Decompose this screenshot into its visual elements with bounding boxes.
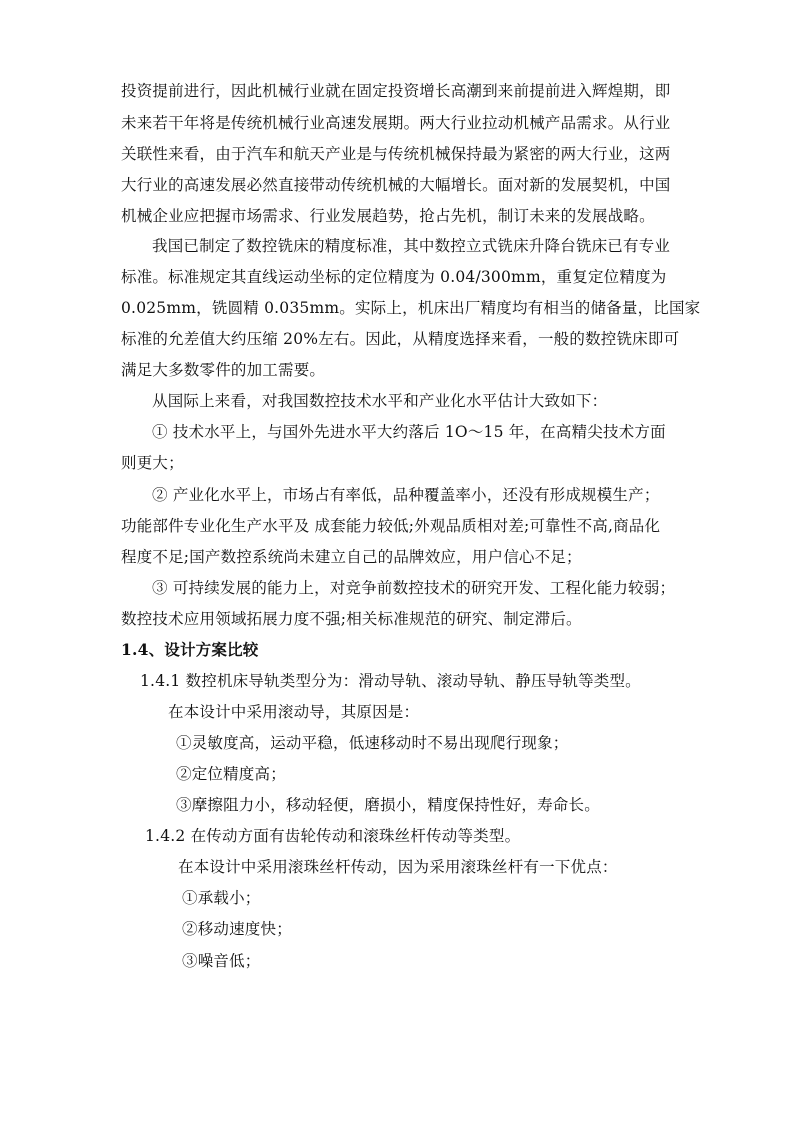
body-text-line: 标准的允差值大约压缩 20%左右。因此，从精度选择来看，一般的数控铣床即可 [121, 330, 680, 348]
body-text-line: 在本设计中采用滚动导，其原因是： [168, 703, 420, 721]
body-text-line: 功能部件专业化生产水平及 成套能力较低;外观品质相对差;可靠性不高,商品化 [121, 517, 661, 535]
body-text-line: 投资提前进行，因此机械行业就在固定投资增长高潮到来前提前进入辉煌期，即 [121, 82, 671, 100]
body-text-line: 大行业的高速发展必然直接带动传统机械的大幅增长。面对新的发展契机，中国 [121, 176, 671, 194]
body-text-line: 数控技术应用领域拓展力度不强;相关标准规范的研究、制定滞后。 [121, 610, 582, 628]
list-item: ②定位精度高； [176, 765, 286, 783]
list-item: ②移动速度快； [182, 920, 292, 938]
list-item: ①承载小； [182, 889, 261, 907]
list-item: ③摩擦阻力小，移动轻便，磨损小，精度保持性好，寿命长。 [176, 796, 600, 814]
list-item: ② 产业化水平上，市场占有率低，品种覆盖率小，还没有形成规模生产； [152, 486, 660, 504]
list-item: ③ 可持续发展的能力上，对竞争前数控技术的研究开发、工程化能力较弱； [152, 579, 676, 597]
body-text-line: 从国际上来看，对我国数控技术水平和产业化水平估计大致如下： [152, 392, 608, 410]
body-text-line: 程度不足;国产数控系统尚未建立自己的品牌效应，用户信心不足； [121, 548, 582, 566]
body-text-line: 机械企业应把握市场需求、行业发展趋势，抢占先机，制订未来的发展战略。 [121, 207, 655, 225]
body-text-line: 未来若干年将是传统机械行业高速发展期。两大行业拉动机械产品需求。从行业 [121, 114, 671, 132]
list-item: ①灵敏度高，运动平稳，低速移动时不易出现爬行现象； [176, 734, 569, 752]
body-text-line: 则更大； [121, 454, 184, 472]
section-heading: 1.4、设计方案比较 [121, 640, 259, 659]
body-text-line: 满足大多数零件的加工需要。 [121, 361, 326, 379]
body-text-line: 我国已制定了数控铣床的精度标准，其中数控立式铣床升降台铣床已有专业 [152, 237, 671, 255]
body-text-line: 0.025mm，铣圆精 0.035mm。实际上，机床出厂精度均有相当的储备量，比国家 [121, 299, 701, 317]
body-text-line: 关联性来看，由于汽车和航天产业是与传统机械保持最为紧密的两大行业，这两 [121, 145, 671, 163]
list-item: ① 技术水平上，与国外先进水平大约落后 1O～15 年，在高精尖技术方面 [152, 423, 666, 441]
body-text-line: 在本设计中采用滚珠丝杆传动，因为采用滚珠丝杆有一下优点： [178, 858, 618, 876]
subsection-heading: 1.4.1 数控机床导轨类型分为：滑动导轨、滚动导轨、静压导轨等类型。 [140, 672, 641, 690]
subsection-heading: 1.4.2 在传动方面有齿轮传动和滚珠丝杆传动等类型。 [145, 827, 521, 845]
body-text-line: 标准。标准规定其直线运动坐标的定位精度为 0.04/300mm，重复定位精度为 [121, 268, 667, 286]
list-item: ③噪音低； [182, 952, 261, 970]
